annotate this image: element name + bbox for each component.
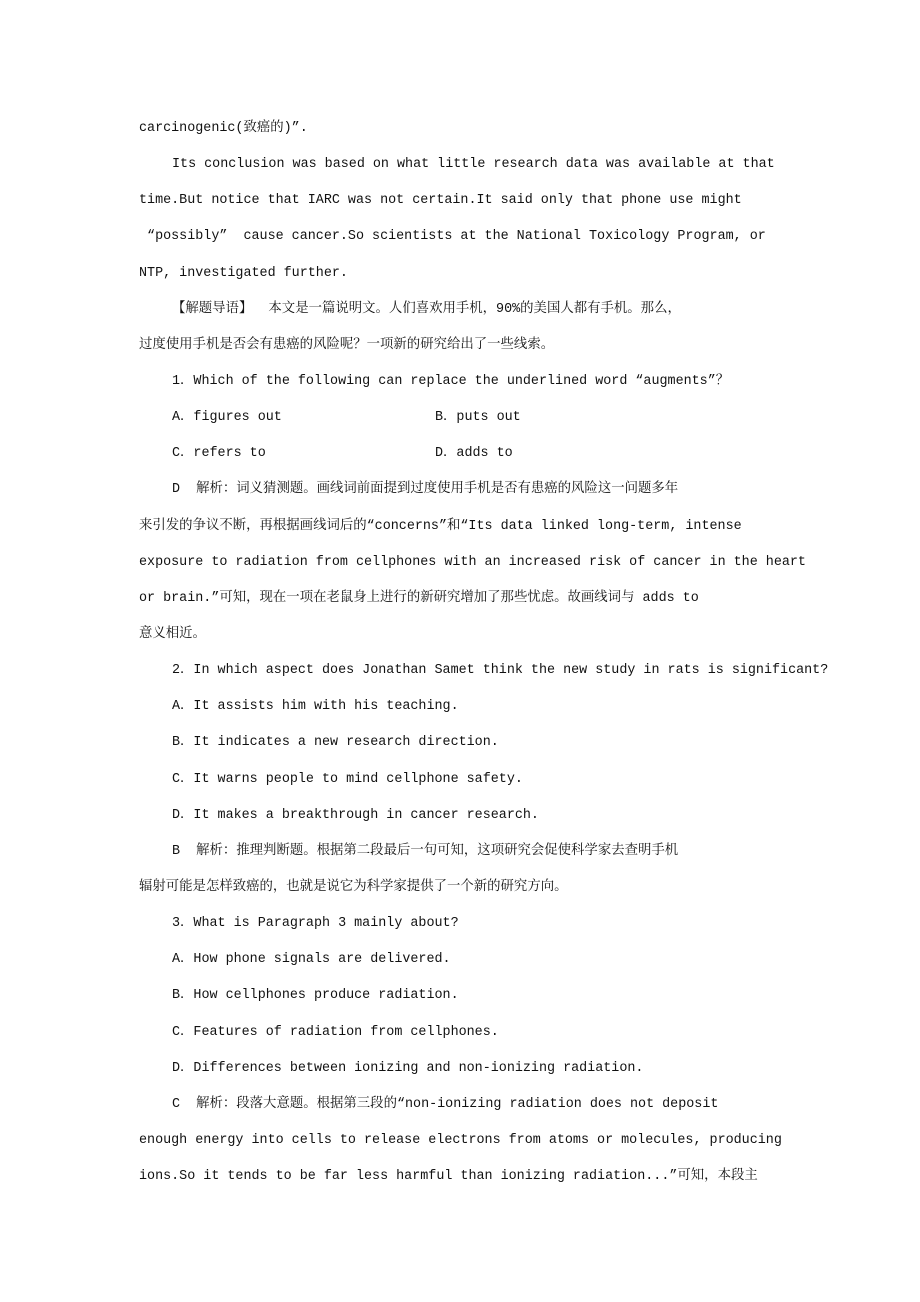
- q1-option-c: C．refers to: [172, 446, 266, 462]
- question-2: 2．In which aspect does Jonathan Samet think the new study in rats is significant?: [172, 663, 829, 679]
- q2-analysis-line: B 解析：推理判断题。根据第二段最后一句可知，这项研究会促使科学家去查明手机: [172, 843, 679, 859]
- q1-option-d: D．adds to: [435, 446, 513, 462]
- q1-options-row-2: [139, 443, 859, 479]
- q3-option-a: A．How phone signals are delivered.: [172, 952, 451, 968]
- q3-option-b: B．How cellphones produce radiation.: [172, 988, 459, 1004]
- q2-option-d: D．It makes a breakthrough in cancer research.: [172, 807, 539, 823]
- q3-option-c: C．Features of radiation from cellphones.: [172, 1024, 499, 1040]
- q2-option-b: B．It indicates a new research direction.: [172, 735, 499, 751]
- guide-line: 【解题导语】 本文是一篇说明文。人们喜欢用手机，90%的美国人都有手机。那么，: [172, 301, 681, 317]
- question-3: 3．What is Paragraph 3 mainly about?: [172, 916, 459, 932]
- q1-analysis-line: exposure to radiation from cellphones with an increased risk of cancer in the heart: [139, 554, 806, 570]
- q1-analysis-line: or brain.”可知，现在一项在老鼠身上进行的新研究增加了那些忧虑。故画线词与 adds to: [139, 590, 699, 606]
- passage-line: “possibly” cause cancer.So scientists at the National Toxicology Program, or: [139, 229, 766, 245]
- q2-analysis-line: 辐射可能是怎样致癌的，也就是说它为科学家提供了一个新的研究方向。: [139, 879, 568, 895]
- q1-analysis-line: D 解析：词义猜测题。画线词前面提到过度使用手机是否有患癌的风险这一问题多年: [172, 482, 679, 498]
- q1-option-a: A．figures out: [172, 410, 282, 426]
- document-page: [139, 118, 859, 1202]
- q1-options-row-1: [139, 407, 859, 443]
- passage-line: carcinogenic(致癌的)”.: [139, 121, 308, 136]
- passage-line: NTP, investigated further.: [139, 265, 348, 281]
- q3-analysis-line: C 解析：段落大意题。根据第三段的“non-ionizing radiation does not deposit: [172, 1096, 719, 1112]
- q3-analysis-line: ions.So it tends to be far less harmful than ionizing radiation...”可知，本段主: [139, 1169, 758, 1185]
- guide-line: 过度使用手机是否会有患癌的风险呢？一项新的研究给出了一些线索。: [139, 337, 555, 353]
- q2-option-c: C．It warns people to mind cellphone safety.: [172, 771, 523, 787]
- q1-option-b: B．puts out: [435, 410, 521, 426]
- passage-line: time.But notice that IARC was not certain.It said only that phone use might: [139, 193, 742, 209]
- q1-analysis-line: 意义相近。: [139, 626, 206, 642]
- passage-line: Its conclusion was based on what little research data was available at that: [172, 157, 775, 173]
- q1-analysis-line: 来引发的争议不断，再根据画线词后的“concerns”和“Its data linked long-term, intense: [139, 518, 742, 534]
- question-1: 1．Which of the following can replace the underlined word “augments”？: [172, 373, 730, 389]
- q3-option-d: D．Differences between ionizing and non-ionizing radiation.: [172, 1060, 644, 1076]
- q2-option-a: A．It assists him with his teaching.: [172, 699, 459, 715]
- q3-analysis-line: enough energy into cells to release electrons from atoms or molecules, producing: [139, 1132, 782, 1148]
